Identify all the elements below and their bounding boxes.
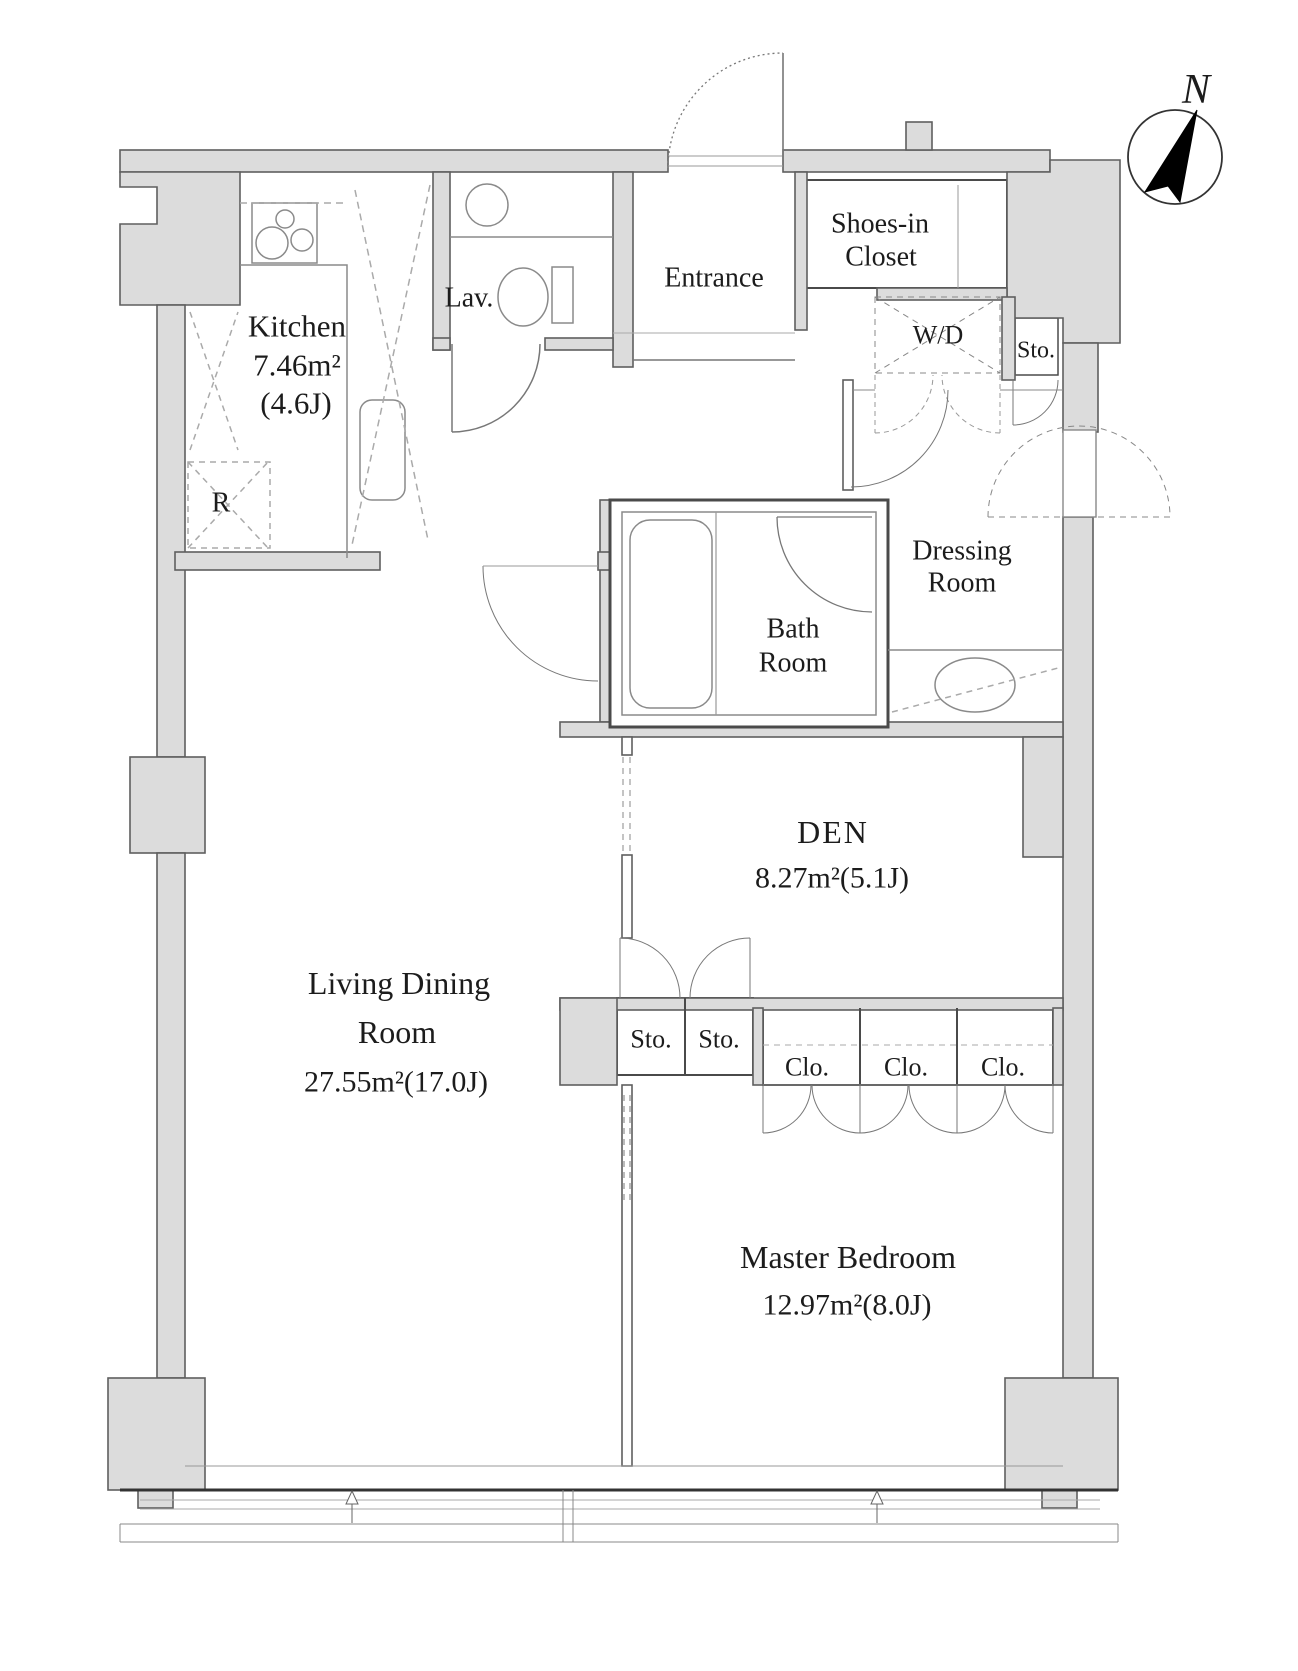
wall-lav-bottom-a — [433, 338, 450, 350]
wall-kitchen-lav — [433, 172, 450, 350]
wall-kitchen-bottom — [175, 552, 380, 570]
wall-sto-clo-band — [560, 998, 1063, 1010]
wall-den-west-b — [622, 855, 632, 938]
wall-right-upper — [1063, 343, 1098, 432]
shoes-closet-label-2: Closet — [845, 241, 917, 273]
pillar-bottom-right — [1005, 1378, 1118, 1490]
refrigerator-label: R — [211, 487, 231, 519]
entry-storage-label: Sto. — [1016, 337, 1056, 364]
wall-top-right — [783, 150, 1050, 172]
master-bedroom-area: 12.97m²(8.0J) — [762, 1288, 932, 1322]
dressing-room-label-1: Dressing — [912, 535, 1012, 567]
wall-wd-sto — [1002, 297, 1015, 380]
closet-label-2: Clo. — [883, 1052, 929, 1082]
master-bedroom-label: Master Bedroom — [740, 1239, 956, 1276]
wall-clo-right — [1053, 1008, 1063, 1085]
kitchen-area-m2: 7.46m² — [253, 347, 341, 383]
den-pocket-door — [623, 757, 630, 855]
wall-sto-clo-gap — [753, 1008, 763, 1085]
wall-lav-bottom-b — [545, 338, 613, 350]
window-opening-arrow — [346, 1491, 358, 1523]
closet-label-3: Clo. — [980, 1052, 1026, 1082]
wall-left-lower — [157, 853, 185, 1378]
wall-den-west-a — [622, 737, 632, 755]
pillar-foot-left — [138, 1490, 173, 1508]
closet-label-1: Clo. — [784, 1052, 830, 1082]
living-dining-label-2: Room — [357, 1014, 437, 1051]
wall-sto-left — [560, 998, 617, 1085]
wall-topleft-block — [120, 172, 240, 305]
kitchen-area-jo: (4.6J) — [260, 385, 332, 421]
wall-entrance-left — [613, 172, 633, 367]
lavatory-label: Lav. — [444, 282, 494, 314]
wall-tab-top — [906, 122, 932, 150]
window-opening-arrow — [871, 1491, 883, 1523]
pillar-left — [130, 757, 205, 853]
service-door-leaf — [1063, 430, 1096, 517]
living-dining-area: 27.55m²(17.0J) — [304, 1065, 488, 1099]
wall-top-left — [120, 150, 668, 172]
pillar-foot-right — [1042, 1490, 1077, 1508]
den-label: DEN — [797, 814, 869, 851]
wall-left-upper — [157, 305, 185, 757]
compass — [1128, 110, 1222, 204]
pillar-bottom-left — [108, 1378, 205, 1490]
entrance-label: Entrance — [664, 262, 764, 294]
north-arrow-icon — [1145, 110, 1197, 202]
bath-room-label-2: Room — [758, 647, 828, 679]
bath-room-structure — [610, 500, 888, 727]
wall-den-east — [1023, 737, 1063, 857]
entrance-door-arc — [668, 53, 783, 168]
bath-room-label-1: Bath — [766, 613, 820, 645]
wall-hall-dressing — [843, 380, 853, 490]
dressing-room-label-2: Room — [927, 567, 997, 599]
compass-north-label: N — [1181, 66, 1211, 113]
wall-entrance-right — [795, 172, 807, 330]
shoes-closet-label-1: Shoes-in — [831, 208, 929, 240]
wall-closet-bottom — [877, 288, 1007, 300]
kitchen-label: Kitchen — [247, 308, 347, 344]
wall-topright-block — [1007, 160, 1120, 343]
living-dining-label-1: Living Dining — [307, 965, 491, 1002]
den-area: 8.27m²(5.1J) — [755, 861, 909, 895]
wall-right-lower — [1063, 517, 1093, 1378]
washer-dryer-label: W/D — [912, 320, 964, 350]
den-storage-label-right: Sto. — [698, 1024, 740, 1054]
den-storage-label-left: Sto. — [630, 1024, 672, 1054]
